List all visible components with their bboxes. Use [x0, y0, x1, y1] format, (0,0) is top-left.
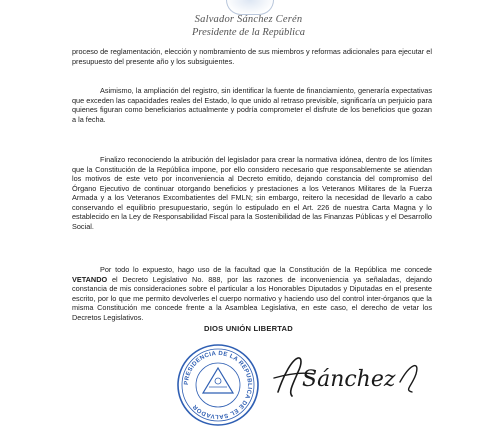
vetando-emphasis: VETANDO — [72, 274, 108, 284]
coat-of-arms-icon — [203, 368, 233, 393]
paragraph-4-intro: Por todo lo expuesto, hago uso de la facultad que la Constitución de la República me concede — [100, 265, 432, 274]
signature-text: Sánchez — [302, 367, 396, 392]
letterhead-seal — [226, 0, 274, 15]
handwritten-signature — [272, 352, 422, 400]
stamp-text: PRESIDENCIA DE LA REPUBLICA DE EL SALVADOR — [183, 350, 253, 420]
paragraph-1: proceso de reglamentación, elección y nombramiento de sus miembros y reformas adicionales para ejecutar el presupuesto del presente año y los subsiguientes. — [72, 47, 432, 66]
letterhead-title: Presidente de la República — [191, 27, 306, 38]
closing-motto: DIOS UNIÓN LIBERTAD — [204, 324, 293, 333]
paragraph-3-text: Finalizo reconociendo la atribución del legislador para crear la normativa idónea, dentro de los límites que la Constitución de la República impone, por ello considero necesario que responsablemente se atiendan los motivos de este veto por inconveniencia al Decreto emitido, dejando constancia del compromiso del Órgano Ejecutivo de continuar otorgando beneficios y prestaciones a los Veteranos Militares de la Fuerza Armada y a los Veteranos Excombatientes del FMLN; sin embargo, reitero la necesidad de llevarlo a cabo conservando el equilibrio presupuestario, según lo estipulado en el Art. 226 de nuestra Carta Magna y lo establecido en la Ley de Responsabilidad Fiscal para la Sostenibilidad de las Finanzas Públicas y el Desarrollo Social. — [72, 155, 432, 231]
official-stamp — [176, 343, 260, 427]
letterhead-name: Salvador Sánchez Cerén — [194, 14, 303, 25]
paragraph-4-rest: el Decreto Legislativo No. 888, por las razones de inconveniencia ya señaladas, dejando constancia de mis consideraciones sobre el particular a los Honorables Diputados y Diputadas en el presente escrito, por lo que me permito devolverles el cuerpo normativo y haciendo uso del control inter-órganos que la misma Constitución me concede frente a la Asamblea Legislativa, en este caso, el derecho de vetar los Decretos Legislativos. — [72, 274, 433, 322]
paragraph-2-text: Asimismo, la ampliación del registro, sin identificar la fuente de financiamiento, generaría expectativas que exceden las capacidades reales del Estado, lo que unido al retraso previsible, significaría un perjuicio para quienes figuran como beneficiarios actualmente y podría comprometer el disfrute de los beneficios que gozan a la fecha. — [72, 86, 432, 124]
paragraph-3 — [72, 155, 432, 231]
svg-text:PRESIDENCIA DE LA REPUBLICA DE — [184, 351, 252, 419]
paragraph-4 — [72, 265, 432, 322]
paragraph-2 — [72, 86, 432, 124]
